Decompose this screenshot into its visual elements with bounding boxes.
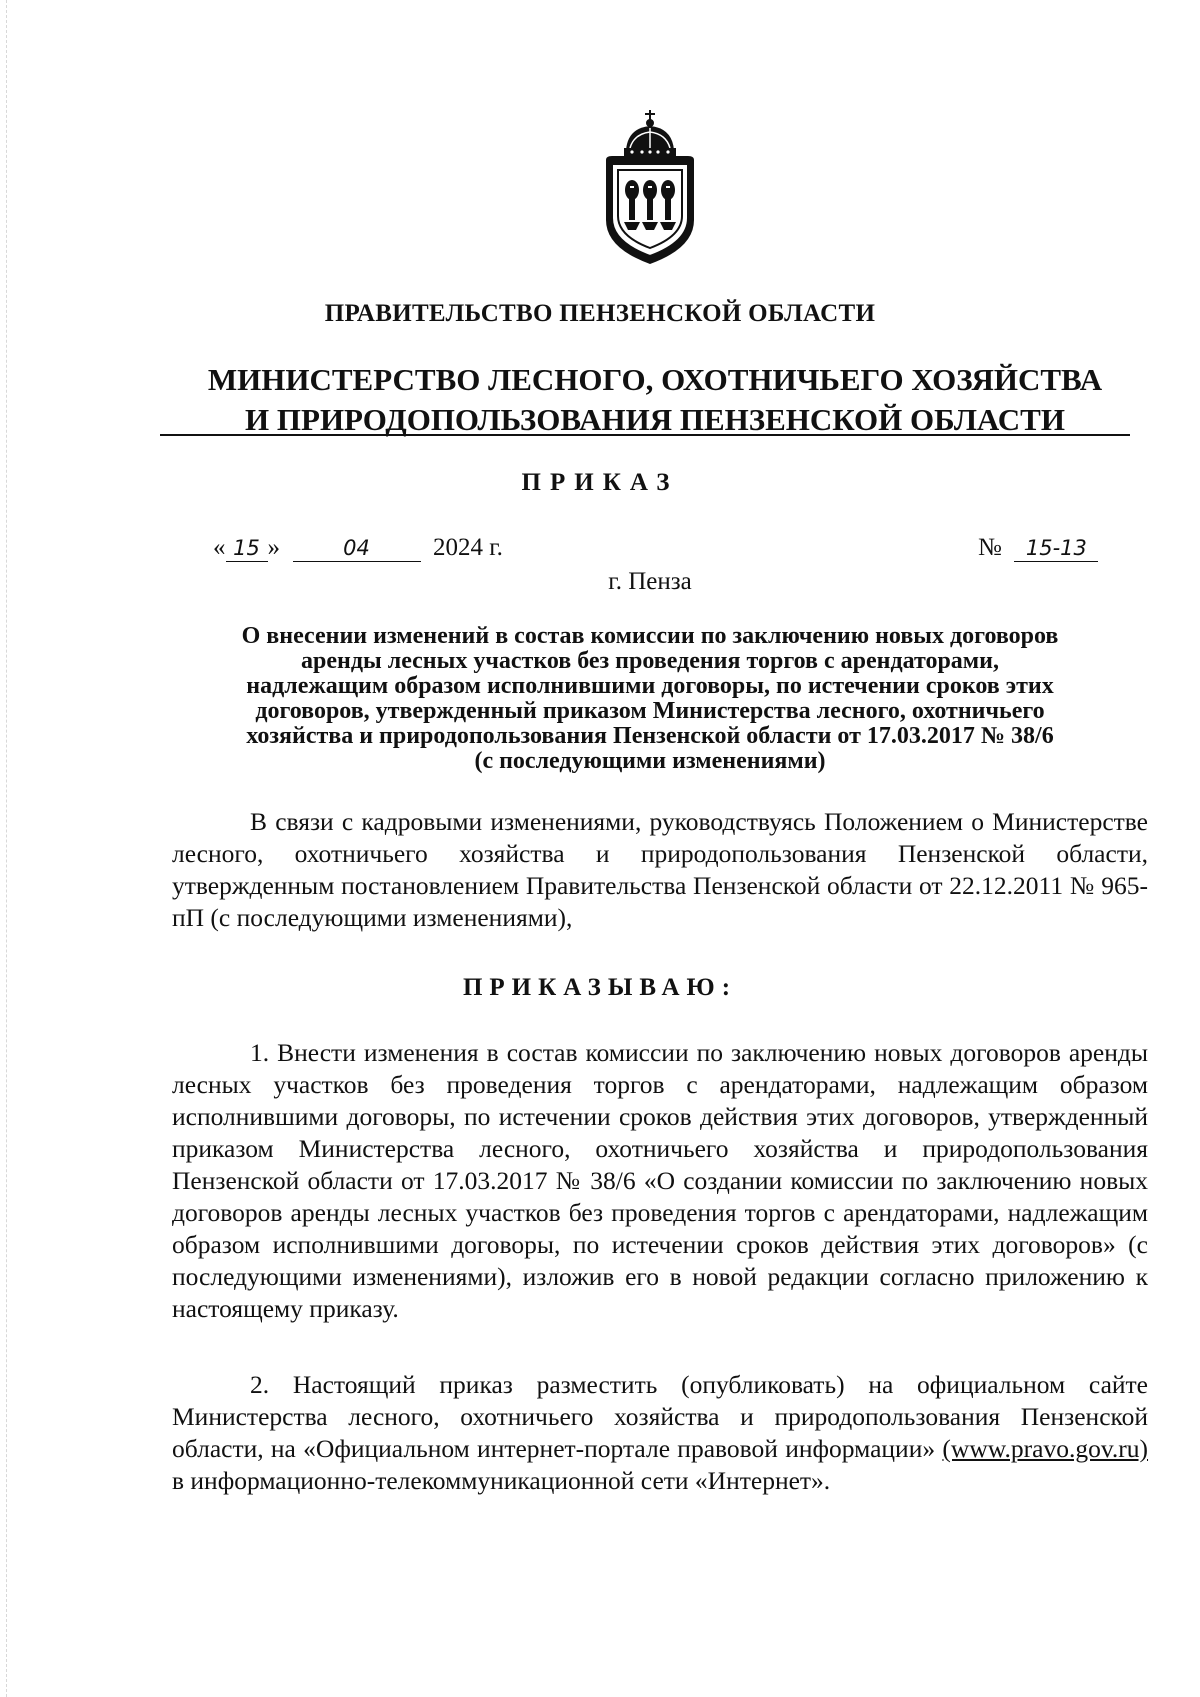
number-value: 15-13 <box>1014 535 1098 562</box>
item-2-paragraph <box>172 1369 1148 1497</box>
header-divider <box>160 434 1130 436</box>
pravo-gov-link[interactable]: (www.pravo.gov.ru) <box>942 1434 1149 1463</box>
item-1-paragraph: 1. Внести изменения в состав комиссии по заключению новых договоров аренды лесных участков без проведения торгов с арендаторами, надлежащим образом исполнившими договоры, по истечении сроков действия этих договоров, утвержденный приказом Министерства лесного, охотничьего хозяйства и природопользования Пензенской области от 17.03.2017 № 38/6 «О создании комиссии по заключению новых договоров аренды лесных участков без проведения торгов с арендаторами, надлежащим образом исполнившими договоры, по истечении сроков действия этих договоров» (с последующими изменениями), изложив его в новой редакции согласно приложению к настоящему приказу. <box>172 1038 1148 1323</box>
number-label: № <box>978 534 1002 561</box>
subject-line: О внесении изменений в состав комиссии по заключению новых договоров <box>241 623 1059 649</box>
government-title: ПРАВИТЕЛЬСТВО ПЕНЗЕНСКОЙ ОБЛАСТИ <box>324 300 876 327</box>
subject-line: хозяйства и природопользования Пензенской области от 17.03.2017 № 38/6 <box>246 723 1054 749</box>
item-2-text-after: в информационно-телекоммуникационной сети «Интернет». <box>172 1466 831 1495</box>
ministry-title <box>160 360 1150 440</box>
decree-heading: ПРИКАЗЫВАЮ: <box>462 974 738 1001</box>
date-year: 2024 г. <box>433 534 503 561</box>
date-quote-open: « <box>213 534 226 561</box>
ministry-title-line-1: МИНИСТЕРСТВО ЛЕСНОГО, ОХОТНИЧЬЕГО ХОЗЯЙСТВА <box>207 362 1103 397</box>
subject-line: договоров, утвержденный приказом Министерства лесного, охотничьего <box>255 698 1045 724</box>
date-month: 04 <box>293 535 421 562</box>
subject-line: надлежащим образом исполнившими договоры, по истечении сроков этих <box>246 673 1054 699</box>
order-number <box>978 534 1098 562</box>
scan-edge <box>6 0 8 1697</box>
preamble-paragraph: В связи с кадровыми изменениями, руководствуясь Положением о Министерстве лесного, охотничьего хозяйства и природопользования Пензенской области, утвержденным постановлением Правительства Пензенской области от 22.12.2011 № 965-пП (с последующими изменениями), <box>172 807 1148 932</box>
subject-line: аренды лесных участков без проведения торгов с арендаторами, <box>301 648 999 674</box>
document-type: ПРИКАЗ <box>521 469 679 496</box>
ministry-title-line-2: И ПРИРОДОПОЛЬЗОВАНИЯ ПЕНЗЕНСКОЙ ОБЛАСТИ <box>245 402 1065 437</box>
date-day: 15 <box>226 535 268 562</box>
coat-of-arms-emblem <box>598 108 702 268</box>
subject-line: (с последующими изменениями) <box>474 748 826 774</box>
city-name: г. Пенза <box>608 568 692 595</box>
order-subject <box>170 624 1130 774</box>
date-quote-close: » <box>267 534 280 561</box>
item-2-text-before: 2. Настоящий приказ разместить (опубликовать) на официальном сайте Министерства лесного, охотничьего хозяйства и природопользования Пензенской области, на «Официальном интернет-портале правовой информации» <box>172 1370 1148 1463</box>
order-date <box>213 534 503 562</box>
